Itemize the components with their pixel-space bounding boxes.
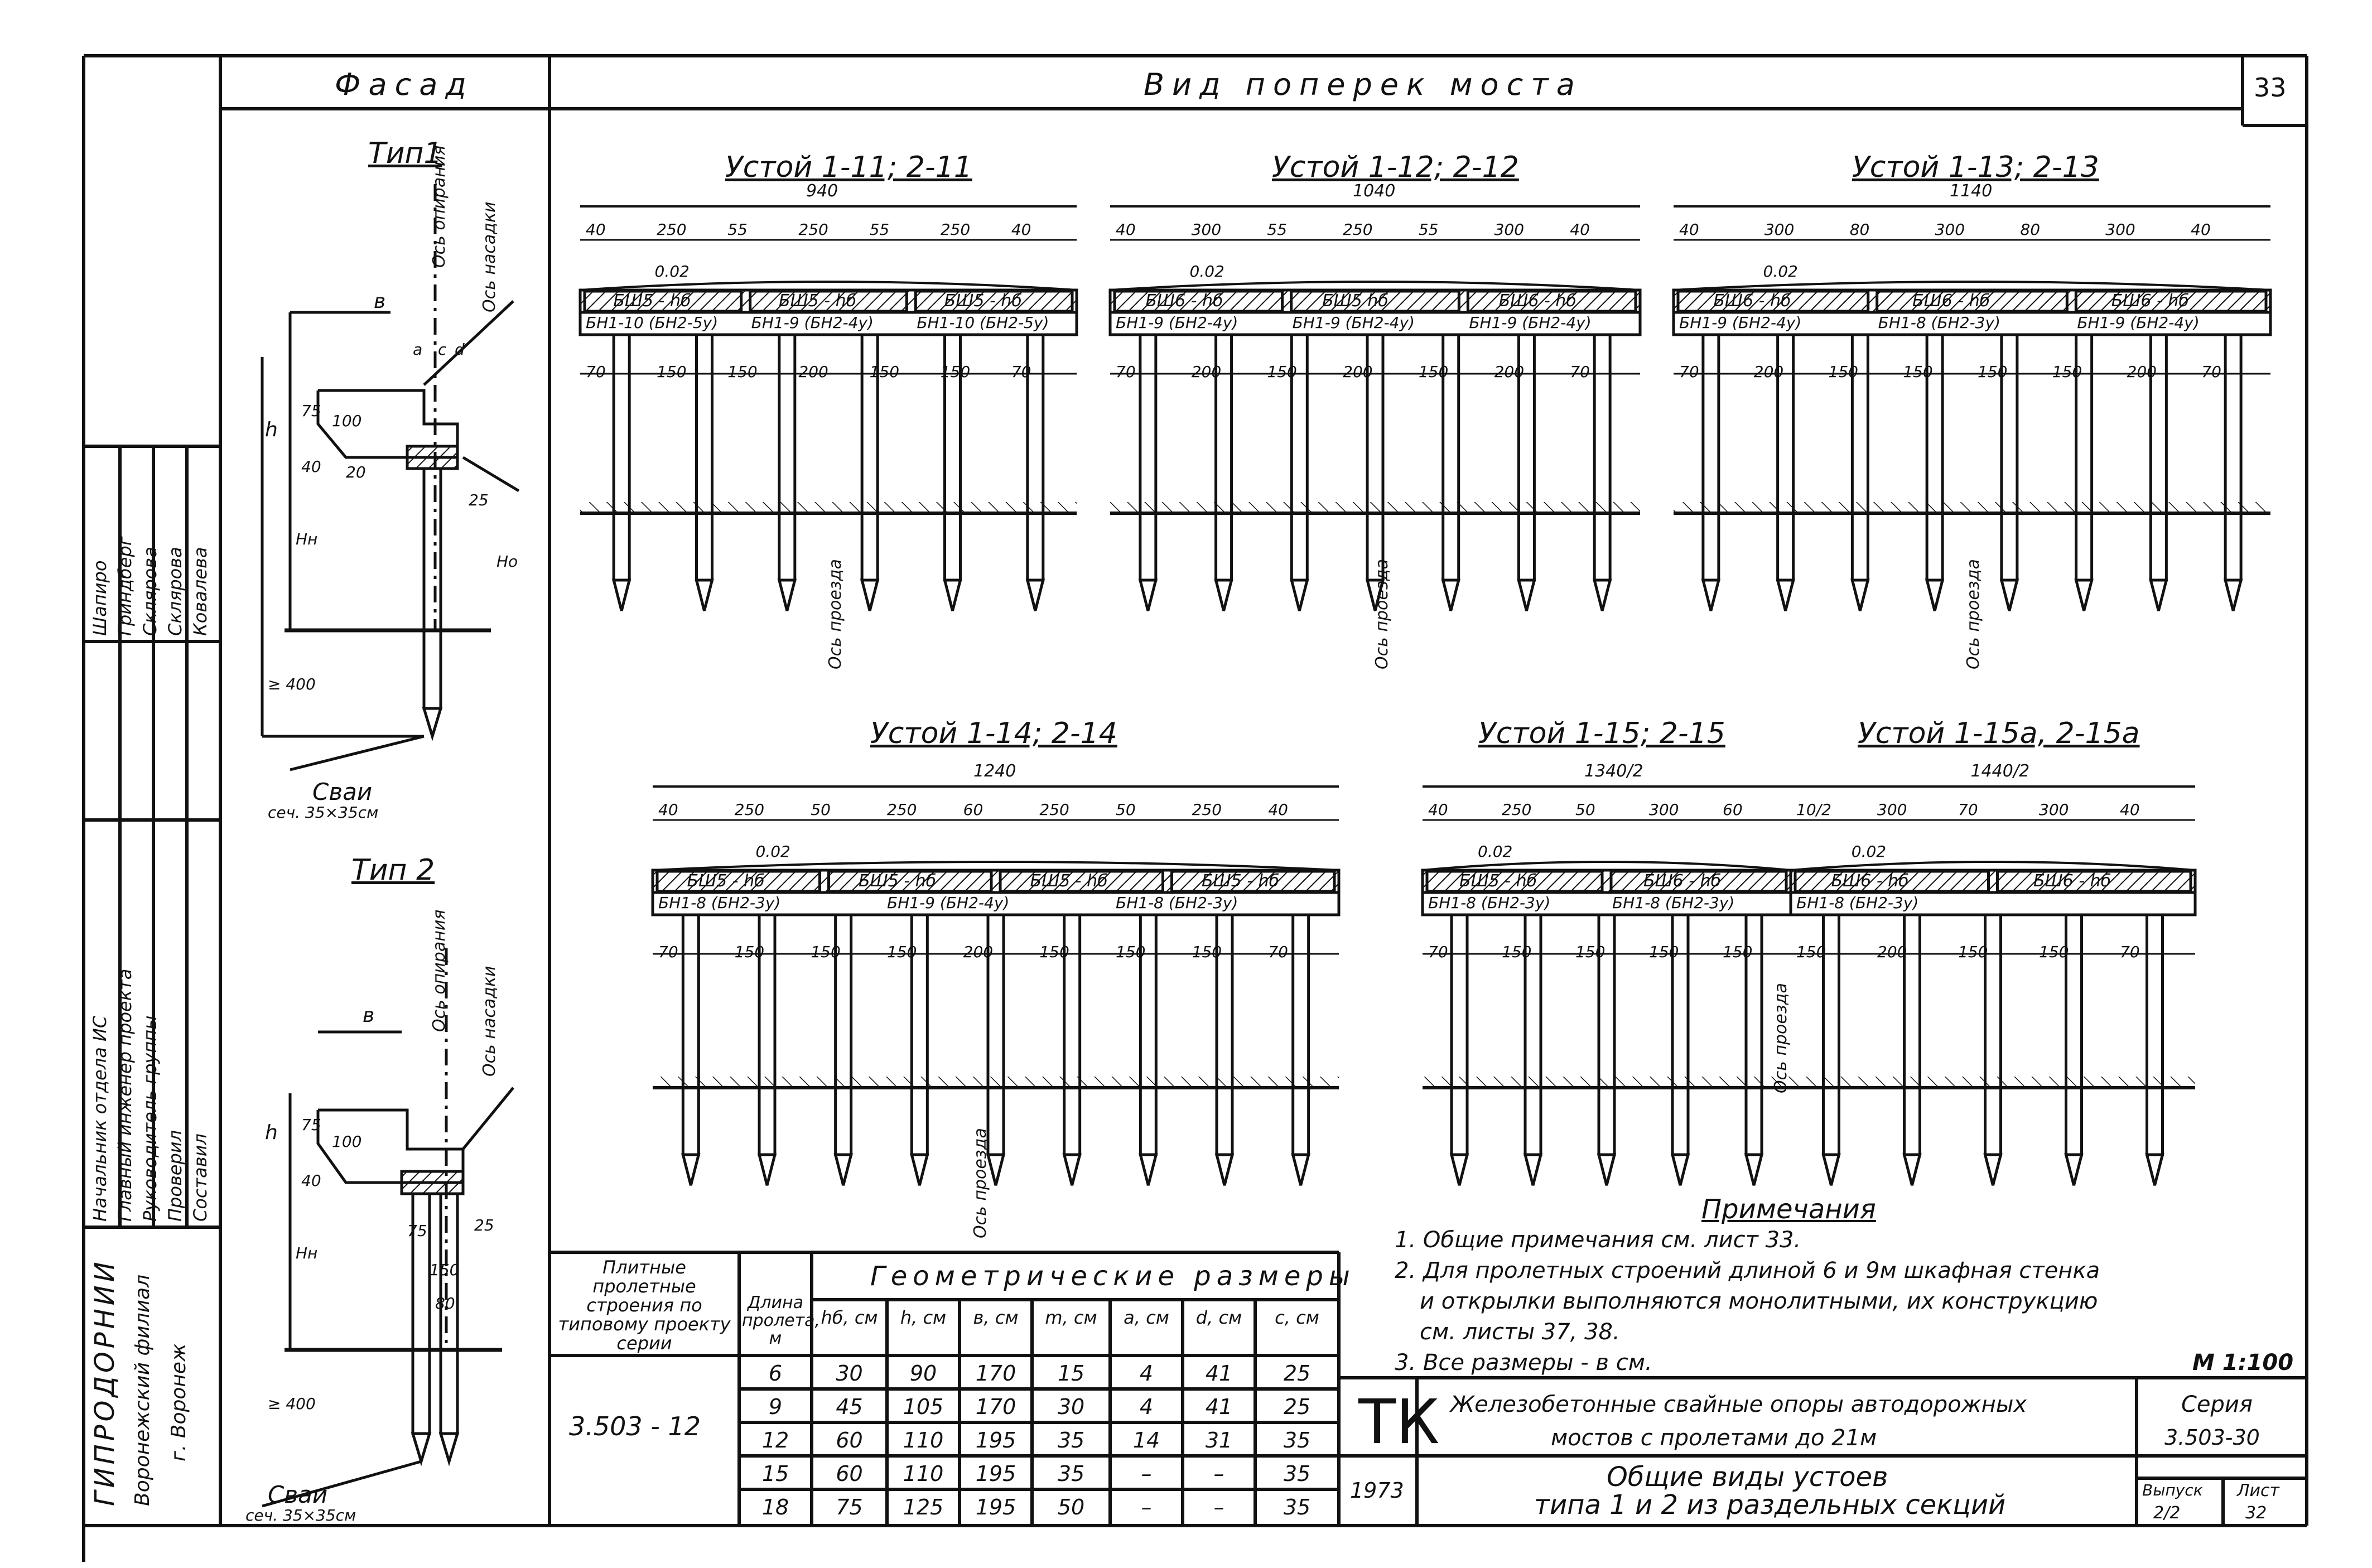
table-cell-r4-c3: 195 [975, 1495, 1016, 1519]
abutment-0-topdim-3: 250 [798, 220, 828, 239]
dim-40-1: 40 [301, 457, 321, 476]
table-cell-r1-c5: 4 [1139, 1395, 1154, 1419]
table-cell-r1-c0: 9 [768, 1395, 783, 1419]
abutment-0-cap-2: БН1-10 (БН2-5у) [917, 313, 1049, 332]
abutment-2-topdim-1: 300 [1764, 220, 1795, 239]
table-cell-r1-c4: 30 [1057, 1395, 1085, 1419]
table-cell-r4-c1: 75 [836, 1495, 863, 1519]
abutment-5-topdim-2: 70 [1958, 800, 1978, 819]
abutment-3-piledim-8: 70 [1268, 943, 1288, 961]
org-name: ГИПРОДОРНИИ [89, 1258, 120, 1506]
abutment-0-topdim-0: 40 [586, 220, 606, 239]
table-cell-r4-c2: 125 [903, 1495, 944, 1519]
abutment-1-cap-2: БН1-9 (БН2-4у) [1469, 313, 1592, 332]
table-col-series-header: Плитные пролетные строения по типовому проекту серии [558, 1257, 731, 1354]
abutment-title-2: Устой 1-13; 2-13 [1852, 151, 2099, 184]
table-cell-r0-c4: 15 [1057, 1361, 1085, 1386]
abutment-5-piledim-0: 150 [1796, 943, 1826, 961]
dim-ho-1: Но [496, 552, 518, 571]
table-cell-r0-c3: 170 [975, 1361, 1016, 1386]
table-cell-r4-c0: 18 [761, 1495, 789, 1519]
abutment-total-5: 1440/2 [1970, 761, 2030, 781]
abutment-4-beam-1: БШ6 - hб [1643, 871, 1722, 891]
abutment-4-topdim-0: 40 [1428, 800, 1448, 819]
year: 1973 [1350, 1478, 1404, 1503]
abutment-2-cap-1: БН1-8 (БН2-3у) [1878, 313, 2000, 332]
abutment-5-slope: 0.02 [1851, 842, 1887, 861]
abutment-total-0: 940 [806, 181, 838, 201]
table-cell-r3-c1: 60 [836, 1461, 863, 1486]
abutment-5-beam-1: БШ6 - hб [2033, 871, 2111, 891]
table-header-6: с, см [1275, 1307, 1319, 1328]
abutment-2-topdim-2: 80 [1849, 220, 1870, 239]
type1-label: Тип1 [368, 137, 442, 170]
note-2c: см. листы 37, 38. [1420, 1319, 1620, 1345]
stamp-name-4: Ковалева [190, 547, 211, 636]
org-city: г. Воронеж [167, 1343, 190, 1461]
abutment-2-piledim-5: 150 [2052, 363, 2082, 381]
abutment-2-piledim-4: 150 [1978, 363, 2008, 381]
dim-100-2: 100 [332, 1132, 362, 1151]
abutment-1-topdim-1: 300 [1191, 220, 1222, 239]
abutment-total-2: 1140 [1950, 181, 1993, 201]
abutment-5-topdim-4: 40 [2120, 800, 2140, 819]
abutment-0-beam-1: БШ5 - hб [779, 291, 857, 311]
table-cell-r2-c5: 14 [1132, 1428, 1160, 1453]
table-cell-r0-c6: 41 [1205, 1361, 1233, 1386]
scale-label: М 1:100 [2192, 1350, 2294, 1376]
table-cell-r3-c4: 35 [1057, 1461, 1085, 1486]
table-cell-r4-c7: 35 [1283, 1495, 1311, 1519]
note-3: 3. Все размеры - в см. [1395, 1350, 1652, 1376]
abutment-0-piledim-2: 150 [727, 363, 758, 381]
note-1: 1. Общие примечания см. лист 33. [1395, 1227, 1801, 1253]
abutment-3-piledim-2: 150 [811, 943, 841, 961]
abutment-0-beam-2: БШ5 - hб [944, 291, 1022, 311]
abutment-5-topdim-0: 10/2 [1796, 800, 1831, 819]
table-cell-r0-c2: 90 [909, 1361, 937, 1386]
dim-hn-1: Нн [296, 530, 318, 548]
abutment-0-piledim-5: 150 [940, 363, 971, 381]
drawing-title-2: типа 1 и 2 из раздельных секций [1534, 1489, 2006, 1521]
table-cell-r2-c1: 60 [836, 1428, 863, 1453]
abutment-1-beam-1: БШ5 hб [1322, 291, 1389, 311]
abutment-1-piledim-4: 150 [1418, 363, 1449, 381]
abutment-shapes [580, 206, 2270, 1185]
axis-bearing-label-1: Ось опирания [430, 145, 449, 268]
sheet-label: Лист [2237, 1481, 2280, 1501]
abutment-4-piledim-2: 150 [1575, 943, 1606, 961]
abutment-title-4: Устой 1-15; 2-15 [1478, 717, 1725, 750]
abutment-3-topdim-2: 50 [811, 800, 831, 819]
abutment-3-topdim-5: 250 [1039, 800, 1069, 819]
dim-150-2: 150 [430, 1261, 460, 1279]
dim-20-1: 20 [346, 463, 366, 481]
abutment-0-slope: 0.02 [654, 262, 690, 281]
abutment-0-piledim-3: 200 [798, 363, 828, 381]
axis-roadway-5: Ось проезда [1771, 983, 1791, 1093]
stamp-name-0: Шапиро [89, 560, 110, 636]
dim-c-1: с [438, 340, 447, 359]
abutment-3-piledim-4: 200 [963, 943, 994, 961]
dim-hn-2: Нн [296, 1244, 318, 1262]
cross-view-header: Вид поперек моста [1144, 67, 1583, 102]
abutment-total-1: 1040 [1353, 181, 1396, 201]
abutment-3-topdim-0: 40 [658, 800, 678, 819]
abutment-4-piledim-1: 150 [1502, 943, 1532, 961]
abutment-3-slope: 0.02 [755, 842, 790, 861]
issue-label: Выпуск [2142, 1481, 2203, 1499]
table-cell-r1-c6: 41 [1205, 1395, 1233, 1419]
abutment-2-cap-2: БН1-9 (БН2-4у) [2077, 313, 2200, 332]
abutment-3-topdim-6: 50 [1116, 800, 1136, 819]
abutment-2-piledim-6: 200 [2127, 363, 2157, 381]
table-header-5: d, см [1195, 1307, 1242, 1328]
abutment-0-piledim-4: 150 [869, 363, 900, 381]
abutment-3-piledim-7: 150 [1192, 943, 1222, 961]
stamp-role-0: Начальник отдела ИС [89, 1015, 110, 1222]
abutment-2-piledim-1: 200 [1753, 363, 1784, 381]
sheet-value: 32 [2245, 1503, 2267, 1523]
dim-d-1: d [455, 340, 465, 359]
abutment-4-piledim-0: 70 [1428, 943, 1448, 961]
series-label: Серия [2181, 1392, 2253, 1417]
abutment-3-piledim-5: 150 [1039, 943, 1069, 961]
table-col-length-header: Длина пролета, м [742, 1293, 821, 1348]
axis-roadway-3: Ось проезда [1964, 559, 1983, 669]
dim-75-2b: 75 [407, 1222, 427, 1240]
abutment-5-topdim-3: 300 [2039, 800, 2069, 819]
note-2: 2. Для пролетных строений длиной 6 и 9м шкафная стенка [1395, 1258, 2100, 1284]
abutment-2-piledim-0: 70 [1679, 363, 1699, 381]
dim-h-1: h [265, 418, 278, 441]
abutment-5-piledim-3: 150 [2039, 943, 2069, 961]
abutment-5-piledim-1: 200 [1877, 943, 1907, 961]
abutment-1-piledim-1: 200 [1191, 363, 1222, 381]
pile-section-2: сеч. 35×35см [245, 1506, 356, 1524]
drawing-title-1: Общие виды устоев [1607, 1461, 1888, 1493]
abutment-0-piledim-6: 70 [1011, 363, 1031, 381]
abutment-0-beam-0: БШ5 - hб [613, 291, 691, 311]
stamp-name-2: Склярова [139, 547, 161, 636]
table-cell-r0-c0: 6 [768, 1361, 783, 1386]
abutment-title-3: Устой 1-14; 2-14 [870, 717, 1117, 750]
dim-75-1: 75 [301, 402, 321, 420]
table-cell-r0-c5: 4 [1139, 1361, 1154, 1386]
table-cell-r2-c4: 35 [1057, 1428, 1085, 1453]
abutment-3-cap-0: БН1-8 (БН2-3у) [658, 894, 781, 912]
abutment-1-piledim-0: 70 [1116, 363, 1136, 381]
desc-line-2: мостов с пролетами до 21м [1551, 1425, 1877, 1451]
axis-seat-label-2: Ось насадки [480, 966, 499, 1077]
abutment-2-topdim-5: 300 [2105, 220, 2135, 239]
abutment-3-topdim-1: 250 [734, 800, 765, 819]
abutment-0-cap-0: БН1-10 (БН2-5у) [586, 313, 719, 332]
table-series-value: 3.503 - 12 [569, 1411, 701, 1441]
abutment-4-topdim-3: 300 [1649, 800, 1679, 819]
page-number: 33 [2254, 73, 2287, 103]
table-cell-r3-c6: – [1213, 1461, 1224, 1486]
note-2b: и открылки выполняются монолитными, их конструкцию [1420, 1289, 2098, 1314]
abutment-0-topdim-5: 250 [940, 220, 971, 239]
abutment-1-piledim-5: 200 [1494, 363, 1525, 381]
dim-b-2: в [363, 1004, 375, 1027]
table-header-4: а, см [1124, 1307, 1169, 1328]
abutment-1-beam-2: БШ6 - hб [1498, 291, 1576, 311]
table-header-1: h, см [900, 1307, 947, 1328]
abutment-3-beam-2: БШ5 - hб [1030, 871, 1108, 891]
table-cell-r1-c7: 25 [1283, 1395, 1311, 1419]
abutment-3-piledim-1: 150 [734, 943, 765, 961]
abutment-1-topdim-4: 55 [1418, 220, 1439, 239]
stamp-role-1: Главный инженер проекта [114, 968, 136, 1222]
abutment-3-piledim-0: 70 [658, 943, 678, 961]
abutment-3-beam-3: БШ5 - hб [1202, 871, 1280, 891]
table-cell-r1-c3: 170 [975, 1395, 1016, 1419]
stamp-name-1: Гриндберг [114, 536, 136, 636]
stamp-role-3: Проверил [165, 1130, 186, 1222]
table-cell-r1-c1: 45 [836, 1395, 863, 1419]
abutment-title-5: Устой 1-15а, 2-15а [1858, 717, 2140, 750]
abutment-3-topdim-3: 250 [887, 800, 917, 819]
dim-100-1: 100 [332, 412, 362, 430]
abutment-3-piledim-6: 150 [1116, 943, 1146, 961]
abutment-4-topdim-1: 250 [1502, 800, 1532, 819]
abutment-2-beam-1: БШ6 - hб [1912, 291, 1990, 311]
abutment-3-cap-1: БН1-9 (БН2-4у) [887, 894, 1010, 912]
table-cell-r2-c6: 31 [1205, 1428, 1233, 1453]
dim-25-2: 25 [474, 1216, 494, 1234]
issue-value: 2/2 [2153, 1503, 2181, 1523]
abutment-1-piledim-6: 70 [1570, 363, 1590, 381]
abutment-1-topdim-0: 40 [1116, 220, 1136, 239]
abutment-2-topdim-0: 40 [1679, 220, 1699, 239]
dim-400-2: ≥ 400 [268, 1395, 316, 1413]
table-cell-r4-c6: – [1213, 1495, 1224, 1519]
table-cell-r3-c7: 35 [1283, 1461, 1311, 1486]
abutment-0-cap-1: БН1-9 (БН2-4у) [751, 313, 874, 332]
table-cell-r3-c2: 110 [903, 1461, 944, 1486]
abutment-4-beam-0: БШ5 - hб [1459, 871, 1537, 891]
abutment-4-cap-1: БН1-8 (БН2-3у) [1612, 894, 1735, 912]
abutment-3-topdim-7: 250 [1192, 800, 1222, 819]
abutment-2-topdim-6: 40 [2191, 220, 2211, 239]
abutment-4-piledim-3: 150 [1649, 943, 1679, 961]
abutment-3-piledim-3: 150 [887, 943, 917, 961]
table-cell-r2-c0: 12 [761, 1428, 789, 1453]
table-geom-title: Геометрические размеры [870, 1261, 1356, 1292]
abutment-2-piledim-3: 150 [1903, 363, 1933, 381]
abutment-0-piledim-0: 70 [586, 363, 606, 381]
pile-section-1: сеч. 35×35см [268, 803, 379, 822]
abutment-1-topdim-6: 40 [1570, 220, 1590, 239]
abutment-total-3: 1240 [973, 761, 1016, 781]
abutment-2-beam-0: БШ6 - hб [1713, 291, 1791, 311]
abutment-title-1: Устой 1-12; 2-12 [1272, 151, 1519, 184]
abutment-3-beam-1: БШ5 - hб [859, 871, 937, 891]
abutment-4-slope: 0.02 [1478, 842, 1513, 861]
abutment-5-cap-0: БН1-8 (БН2-3у) [1796, 894, 1919, 912]
table-cell-r1-c2: 105 [903, 1395, 944, 1419]
table-cell-r4-c4: 50 [1057, 1495, 1085, 1519]
abutment-3-cap-2: БН1-8 (БН2-3у) [1116, 894, 1238, 912]
dim-b-1: в [374, 290, 386, 313]
abutment-1-piledim-3: 200 [1343, 363, 1373, 381]
table-cell-r3-c3: 195 [975, 1461, 1016, 1486]
abutment-2-topdim-3: 300 [1935, 220, 1965, 239]
abutment-3-beam-0: БШ5 - hб [687, 871, 765, 891]
abutment-3-topdim-4: 60 [963, 800, 983, 819]
table-cell-r4-c5: – [1141, 1495, 1152, 1519]
desc-line-1: Железобетонные свайные опоры автодорожных [1450, 1392, 2027, 1417]
dim-400-1: ≥ 400 [268, 675, 316, 693]
org-branch: Воронежский филиал [131, 1274, 154, 1506]
abutment-1-piledim-2: 150 [1267, 363, 1297, 381]
stamp-role-4: Составил [190, 1133, 211, 1222]
axis-roadway-2: Ось проезда [1372, 559, 1392, 669]
table-cell-r3-c0: 15 [761, 1461, 789, 1486]
notes-heading: Примечания [1701, 1194, 1876, 1225]
dim-80-2: 80 [435, 1294, 455, 1313]
table-cell-r0-c7: 25 [1283, 1361, 1311, 1386]
abutment-1-beam-0: БШ6 - hб [1145, 291, 1223, 311]
abutment-2-piledim-2: 150 [1828, 363, 1858, 381]
abutment-2-topdim-4: 80 [2020, 220, 2041, 239]
axis-roadway-4: Ось проезда [971, 1128, 990, 1238]
abutment-0-topdim-1: 250 [657, 220, 687, 239]
series-value: 3.503-30 [2164, 1425, 2260, 1450]
piles-label-2: Сваи [268, 1481, 328, 1508]
dim-40-2: 40 [301, 1171, 321, 1190]
abutment-1-topdim-2: 55 [1267, 220, 1288, 239]
piles-label-1: Сваи [312, 778, 373, 805]
table-header-2: в, см [973, 1307, 1019, 1328]
table-cell-r2-c2: 110 [903, 1428, 944, 1453]
abutment-4-topdim-2: 50 [1575, 800, 1595, 819]
abutment-1-cap-0: БН1-9 (БН2-4у) [1116, 313, 1238, 332]
abutment-4-piledim-4: 150 [1723, 943, 1753, 961]
facade-header: Фасад [335, 67, 474, 102]
abutment-0-topdim-4: 55 [869, 220, 890, 239]
abutment-5-piledim-4: 70 [2120, 943, 2140, 961]
table-cell-r2-c3: 195 [975, 1428, 1016, 1453]
abutment-1-topdim-3: 250 [1343, 220, 1373, 239]
axis-roadway-1: Ось проезда [826, 559, 845, 669]
abutment-0-piledim-1: 150 [657, 363, 687, 381]
abutment-0-topdim-6: 40 [1011, 220, 1031, 239]
abutment-4-cap-0: БН1-8 (БН2-3у) [1428, 894, 1551, 912]
abutment-1-slope: 0.02 [1189, 262, 1224, 281]
abutment-4-topdim-4: 60 [1723, 800, 1743, 819]
abutment-1-cap-1: БН1-9 (БН2-4у) [1292, 313, 1415, 332]
abutment-0-topdim-2: 55 [727, 220, 748, 239]
abutment-5-piledim-2: 150 [1958, 943, 1988, 961]
abutment-1-topdim-5: 300 [1494, 220, 1525, 239]
axis-seat-label-1: Ось насадки [480, 201, 499, 312]
dim-a-1: а [413, 340, 423, 359]
table-header-3: m, см [1045, 1307, 1097, 1328]
table-cell-r3-c5: – [1141, 1461, 1152, 1486]
stamp-role-2: Руководитель группы [139, 1015, 161, 1222]
abutment-2-cap-0: БН1-9 (БН2-4у) [1679, 313, 1802, 332]
abutment-5-beam-0: БШ6 - hб [1831, 871, 1909, 891]
abutment-3-topdim-8: 40 [1268, 800, 1288, 819]
table-cell-r2-c7: 35 [1283, 1428, 1311, 1453]
abutment-2-beam-2: БШ6 - hб [2111, 291, 2189, 311]
dim-25-1: 25 [469, 491, 489, 509]
axis-bearing-label-2: Ось опирания [430, 909, 449, 1032]
dim-h-2: h [265, 1121, 278, 1144]
tk-logo: ТК [1358, 1386, 1440, 1458]
type2-label: Тип 2 [351, 853, 435, 887]
dim-75-2: 75 [301, 1116, 321, 1134]
stamp-name-3: Склярова [165, 547, 186, 636]
table-cell-r0-c1: 30 [836, 1361, 863, 1386]
abutment-2-piledim-7: 70 [2201, 363, 2221, 381]
abutment-title-0: Устой 1-11; 2-11 [725, 151, 972, 184]
abutment-5-topdim-1: 300 [1877, 800, 1907, 819]
abutment-total-4: 1340/2 [1584, 761, 1643, 781]
abutment-2-slope: 0.02 [1763, 262, 1798, 281]
table-header-0: hб, см [821, 1307, 878, 1328]
